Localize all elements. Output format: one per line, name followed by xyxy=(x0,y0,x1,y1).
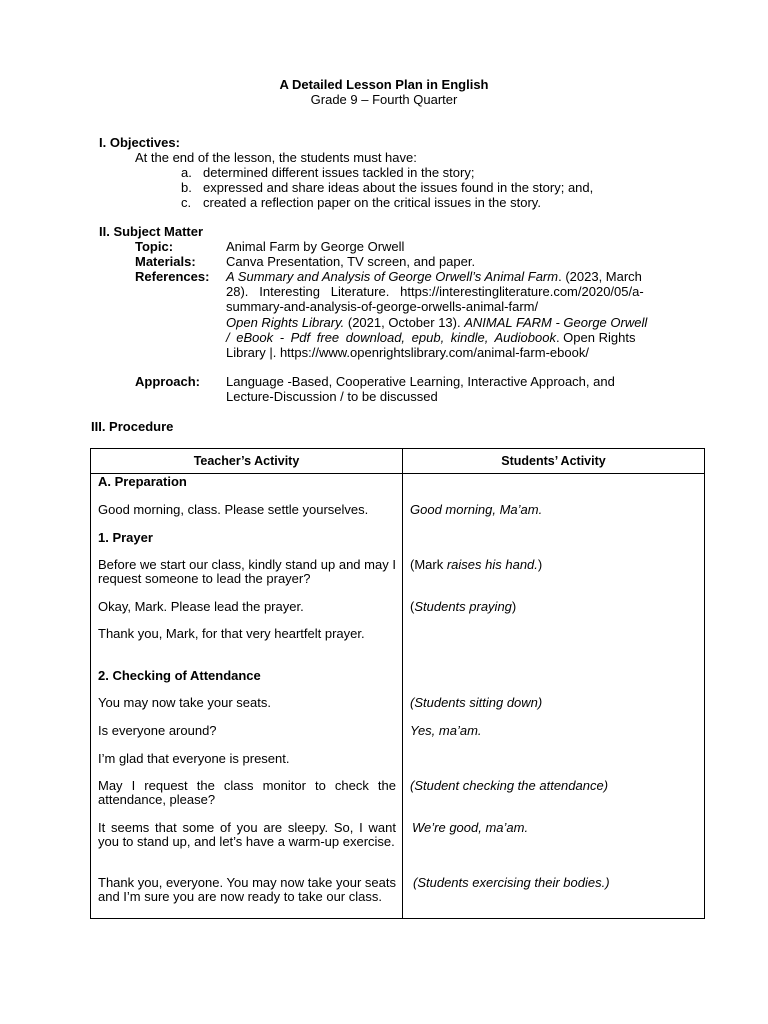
teacher-line: It seems that some of you are sleepy. So, I want you to stand up, and let’s have a warm-up exercise. xyxy=(98,820,396,849)
teacher-activity-header: Teacher’s Activity xyxy=(91,449,403,474)
objectives-heading: I. Objectives: xyxy=(99,135,180,150)
teacher-line: Thank you, everyone. You may now take your seats and I’m sure you are now ready to take our class. xyxy=(98,875,396,904)
reference-2-line-2 xyxy=(226,330,678,345)
student-line: Good morning, Ma’am. xyxy=(410,502,543,517)
reference-2-title-a: ANIMAL FARM - George Orwell xyxy=(464,315,648,330)
topic-label: Topic: xyxy=(135,239,174,254)
teacher-line: Is everyone around? xyxy=(98,723,217,738)
reference-1-line-3: summary-and-analysis-of-george-orwells-animal-farm/ xyxy=(226,299,539,314)
teacher-line: Before we start our class, kindly stand up and may I request someone to lead the prayer? xyxy=(98,557,396,586)
document-subtitle: Grade 9 – Fourth Quarter xyxy=(310,92,458,107)
student-line: (Students praying) xyxy=(410,599,517,614)
objectives-intro: At the end of the lesson, the students must have: xyxy=(135,150,417,165)
reference-1-line-2: 28). Interesting Literature. https://interestingliterature.com/2020/05/a- xyxy=(226,284,644,299)
reference-1-line-1 xyxy=(226,269,678,284)
teacher-line: May I request the class monitor to check the attendance, please? xyxy=(98,778,396,807)
student-line: (Student checking the attendance) xyxy=(410,778,609,793)
references-label: References: xyxy=(135,269,210,284)
objective-item: expressed and share ideas about the issues found in the story; and, xyxy=(203,180,594,195)
table-header-row xyxy=(91,449,705,474)
student-line: (Students exercising their bodies.) xyxy=(413,875,610,890)
teacher-line: You may now take your seats. xyxy=(98,695,271,710)
student-line: (Mark raises his hand.) xyxy=(410,557,543,572)
teacher-line: Thank you, Mark, for that very heartfelt prayer. xyxy=(98,626,365,641)
objective-letter: a. xyxy=(181,165,192,180)
reference-2-title-b: / eBook - Pdf free download, epub, kindle, Audiobook xyxy=(226,330,556,345)
prayer-heading: 1. Prayer xyxy=(98,530,153,545)
approach-label: Approach: xyxy=(135,374,200,389)
teacher-line: I’m glad that everyone is present. xyxy=(98,751,290,766)
students-activity-cell xyxy=(403,474,705,919)
reference-2-source: Open Rights Library. xyxy=(226,315,345,330)
objective-item: determined different issues tackled in the story; xyxy=(203,165,475,180)
student-line: (Students sitting down) xyxy=(410,695,543,710)
student-line: We’re good, ma’am. xyxy=(412,820,529,835)
teacher-line: Good morning, class. Please settle yourselves. xyxy=(98,502,369,517)
materials-value: Canva Presentation, TV screen, and paper. xyxy=(226,254,476,269)
attendance-heading: 2. Checking of Attendance xyxy=(98,668,261,683)
reference-2-publisher: . Open Rights xyxy=(555,330,636,345)
reference-2-date: (2021, October 13). xyxy=(344,315,465,330)
reference-1-title: A Summary and Analysis of George Orwell’s Animal Farm xyxy=(226,269,559,284)
table-row xyxy=(91,474,705,919)
subject-matter-heading: II. Subject Matter xyxy=(99,224,204,239)
reference-1-date: . (2023, March xyxy=(558,269,642,284)
student-line: Yes, ma’am. xyxy=(410,723,482,738)
teacher-line: Okay, Mark. Please lead the prayer. xyxy=(98,599,304,614)
reference-2-line-3: Library |. https://www.openrightslibrary.com/animal-farm-ebook/ xyxy=(226,345,589,360)
preparation-heading: A. Preparation xyxy=(98,474,187,489)
teacher-activity-cell xyxy=(91,474,403,919)
reference-2-line-1 xyxy=(226,315,647,330)
materials-label: Materials: xyxy=(135,254,196,269)
students-activity-header: Students’ Activity xyxy=(403,449,705,474)
objective-letter: c. xyxy=(181,195,192,210)
procedure-table xyxy=(90,448,705,919)
procedure-heading: III. Procedure xyxy=(91,419,174,434)
objective-item: created a reflection paper on the critical issues in the story. xyxy=(203,195,541,210)
topic-value: Animal Farm by George Orwell xyxy=(226,239,405,254)
approach-value-line-1: Language -Based, Cooperative Learning, Interactive Approach, and xyxy=(226,374,615,389)
document-title: A Detailed Lesson Plan in English xyxy=(279,77,489,92)
approach-value-line-2: Lecture-Discussion / to be discussed xyxy=(226,389,438,404)
objective-letter: b. xyxy=(181,180,192,195)
